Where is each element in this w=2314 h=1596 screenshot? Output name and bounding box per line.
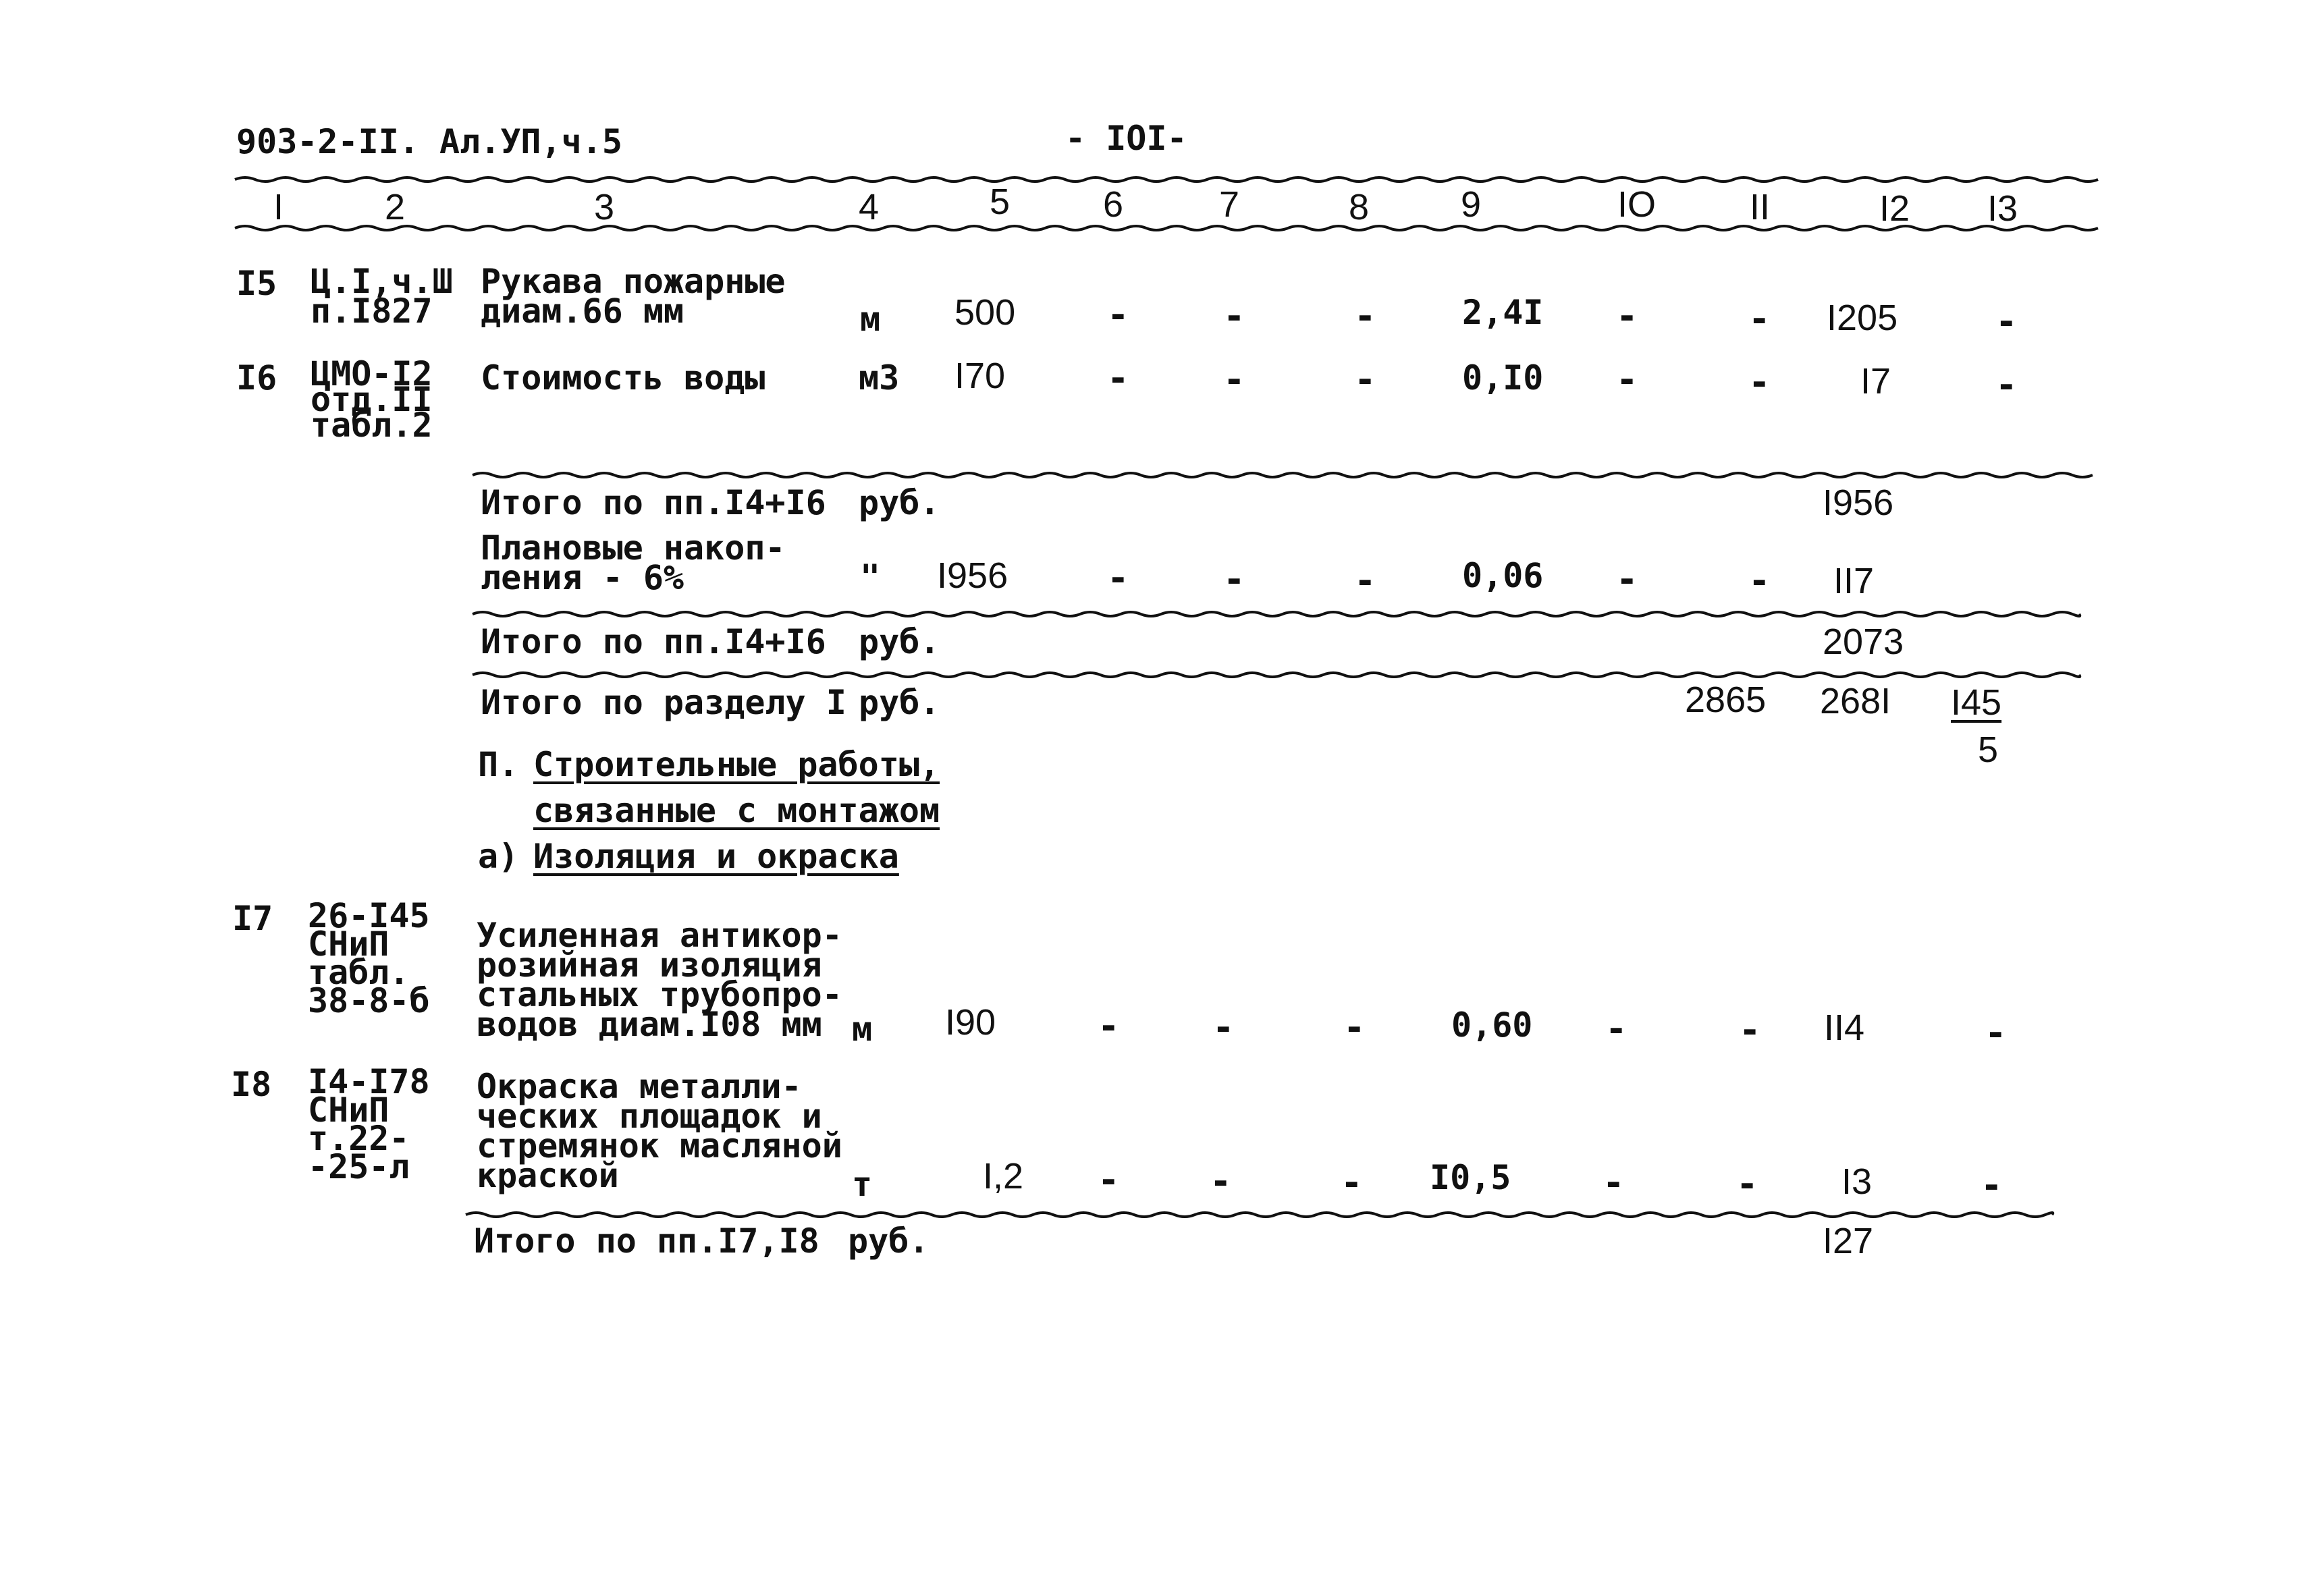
cell-col11: -	[1736, 1163, 1758, 1205]
subtotal-label: Итого по пп.I4+I6	[481, 622, 826, 661]
cell-col7: -	[1223, 358, 1245, 401]
row-unit-price: 0,I0	[1462, 358, 1544, 397]
col-header-9: 9	[1461, 184, 1482, 225]
cell-col7: -	[1223, 295, 1245, 337]
row-reference: 26-I45 СНиП табл. 38-8-б	[308, 896, 430, 1020]
section-total-col13-top: I45	[1951, 682, 2002, 723]
cell-col13: -	[1981, 1164, 2003, 1207]
rule-before-subtotal-a	[473, 468, 2093, 482]
col-header-8: 8	[1349, 187, 1370, 227]
row-description: Окраска металли- ческих площадок и стремянок масляной краской	[477, 1067, 842, 1195]
section-heading-prefix: П.	[478, 745, 519, 784]
cell-col13: -	[1985, 1012, 2007, 1054]
row-reference: Ц.I,ч.Ш п.I827	[311, 262, 453, 331]
col-header-12: I2	[1879, 188, 1910, 229]
cell-col11: -	[1748, 298, 1771, 340]
row-total: II4	[1824, 1008, 1865, 1048]
section-total-col11: 2865	[1685, 680, 1767, 720]
row-quantity: I,2	[983, 1156, 1024, 1196]
cell-col8: -	[1354, 295, 1376, 337]
subtotal-unit: руб.	[859, 483, 940, 522]
row-unit: м3	[859, 358, 900, 397]
row-description: Усиленная антикор- розийная изоляция стальных трубопро- водов диам.I08 мм	[477, 916, 842, 1044]
section-total-total: 268I	[1820, 681, 1891, 721]
cell-col6: -	[1098, 1005, 1120, 1047]
col-header-5: 5	[990, 182, 1011, 222]
rule-header-bottom	[235, 221, 2098, 235]
subtotal-label: Итого по пп.I7,I8	[474, 1221, 819, 1261]
cell-col8: -	[1343, 1006, 1366, 1049]
rule-before-section-total	[473, 668, 2079, 682]
row-unit: м	[860, 300, 881, 339]
cell-col11: -	[1748, 361, 1771, 404]
row-number: I7	[232, 899, 273, 938]
col-header-13: I3	[1987, 188, 2018, 229]
row-unit-price: 0,06	[1462, 556, 1544, 595]
row-description: Рукава пожарные диам.66 мм	[481, 262, 786, 331]
page-number: - IOI-	[1065, 119, 1187, 158]
cell-col10: -	[1616, 295, 1638, 337]
cell-col13: -	[1995, 364, 2018, 406]
rule-before-subtotal-c	[466, 1208, 2052, 1221]
cell-col11: -	[1739, 1009, 1761, 1051]
row-quantity: I90	[945, 1002, 996, 1043]
document-code: 903-2-II. Ал.УП,ч.5	[236, 122, 622, 161]
subtotal-total: I27	[1823, 1221, 1874, 1261]
subtotal-total: I956	[1823, 483, 1894, 523]
row-number: I8	[231, 1065, 272, 1104]
subsection-heading: Изоляция и окраска	[533, 837, 899, 876]
row-unit: "	[860, 557, 881, 597]
row-description: Стоимость воды	[481, 358, 765, 397]
col-header-3: 3	[594, 187, 615, 227]
cell-col10: -	[1605, 1008, 1627, 1050]
cell-col6: -	[1107, 357, 1129, 400]
row-quantity: I70	[954, 356, 1006, 396]
section-total-unit: руб.	[859, 683, 940, 722]
section-total-label: Итого по разделу I	[481, 683, 846, 722]
cell-col7: -	[1223, 558, 1245, 601]
cell-col6: -	[1107, 557, 1129, 599]
cell-col10: -	[1616, 558, 1638, 601]
cell-col6: -	[1098, 1159, 1120, 1201]
rule-before-subtotal-b	[473, 607, 2079, 621]
row-reference: ЦМО-I2 отд.II табл.2	[311, 354, 433, 445]
cell-col7: -	[1212, 1006, 1235, 1049]
col-header-11: II	[1750, 187, 1771, 227]
row-number: I6	[236, 358, 277, 397]
subtotal-total: 2073	[1823, 622, 1904, 662]
row-quantity: 500	[954, 292, 1016, 333]
row-quantity: I956	[937, 555, 1008, 596]
row-total: I3	[1841, 1161, 1873, 1202]
col-header-1: I	[273, 187, 284, 227]
cell-col7: -	[1210, 1160, 1232, 1203]
row-total: I7	[1860, 361, 1891, 402]
col-header-10: IO	[1617, 184, 1657, 225]
subtotal-label: Итого по пп.I4+I6	[481, 483, 826, 522]
col-header-4: 4	[859, 187, 880, 227]
row-unit-price: 0,60	[1451, 1006, 1533, 1045]
col-header-7: 7	[1219, 184, 1240, 225]
row-unit-price: 2,4I	[1462, 293, 1544, 332]
cell-col10: -	[1603, 1161, 1625, 1204]
row-total: II7	[1833, 561, 1875, 601]
cell-col8: -	[1341, 1161, 1363, 1204]
cell-col11: -	[1748, 559, 1771, 602]
row-reference: I4-I78 СНиП т.22- -25-л	[308, 1062, 430, 1186]
row-unit-price: I0,5	[1430, 1158, 1511, 1197]
cell-col8: -	[1354, 358, 1376, 401]
cell-col10: -	[1616, 358, 1638, 401]
subtotal-unit: руб.	[848, 1221, 930, 1261]
cell-col6: -	[1107, 294, 1129, 336]
row-number: I5	[236, 264, 277, 303]
row-description: Плановые накоп- ления - 6%	[481, 528, 786, 597]
row-total: I205	[1827, 298, 1898, 338]
cell-col13: -	[1995, 300, 2018, 343]
row-unit: т	[852, 1165, 873, 1204]
section-total-col13-bottom: 5	[1978, 730, 1999, 770]
subsection-prefix: а)	[478, 837, 519, 876]
subtotal-unit: руб.	[859, 622, 940, 661]
row-unit: м	[852, 1010, 873, 1049]
section-heading-line2: связанные с монтажом	[533, 791, 940, 830]
section-heading-line1: Строительные работы,	[533, 745, 940, 784]
col-header-6: 6	[1103, 184, 1124, 225]
cell-col8: -	[1354, 559, 1376, 602]
col-header-2: 2	[385, 187, 406, 227]
rule-top	[235, 173, 2098, 186]
